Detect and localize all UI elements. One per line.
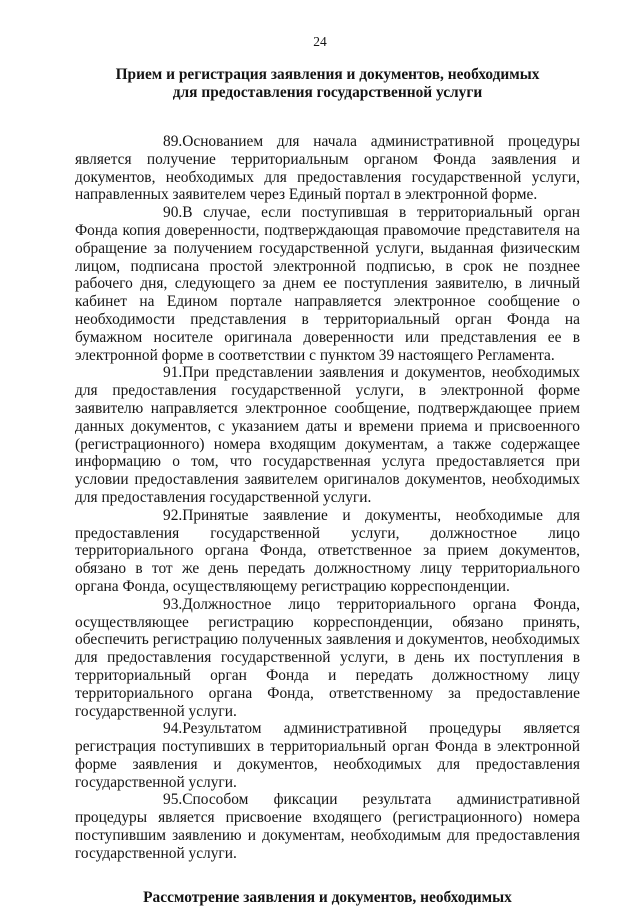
paragraph-number: 92. [163, 506, 183, 524]
paragraph-93 [75, 596, 580, 721]
paragraph-number: 90. [163, 204, 183, 222]
next-section-heading: Рассмотрение заявления и документов, необходимых [143, 888, 512, 906]
page-number: 24 [313, 34, 327, 49]
paragraph-91 [75, 364, 580, 506]
paragraph-92 [75, 507, 580, 596]
paragraph-89 [75, 133, 580, 204]
paragraph-94 [75, 720, 580, 791]
paragraph-text: Должностное лицо территориального органа Фонда, осуществляющее регистрацию корреспонденции, обязано принять, обеспечить регистрацию полученных заявления и документов, необходимых для предоставления государственной услуги, в день их поступления в территориальный орган Фонда и передать должностному лицу территориального органа Фонда, ответственному за предоставление государственной услуги. [75, 595, 580, 720]
paragraph-95 [75, 791, 580, 862]
paragraph-text: В случае, если поступившая в территориальный орган Фонда копия доверенности, подтверждающая правомочие представителя на обращение за получением государственной услуги, выданная физическим лицом, подписана простой электронной подписью, в срок не позднее рабочего дня, следующего за днем ее поступления заявителю, в личный кабинет на Едином портале направляется электронное сообщение о необходимости представления в территориальный орган Фонда на бумажном носителе оригинала доверенности или представления ее в электронной форме в соответствии с пунктом 39 настоящего Регламента. [75, 204, 580, 364]
paragraph-number: 91. [163, 364, 183, 382]
paragraph-text: Способом фиксации результата административной процедуры является присвоение входящего (регистрационного) номера поступившим заявлению и документам, необходимым для предоставления государственной услуги. [75, 791, 580, 862]
paragraph-text: При представлении заявления и документов, необходимых для предоставления государственной услуги, в электронной форме заявителю направляется электронное сообщение, подтверждающее прием данных документов, с указанием даты и времени приема и присвоенного (регистрационного) номера входящим документам, а также содержащее информацию о том, что государственная услуга предоставляется при условии предоставления заявителем оригиналов документов, необходимых для предоставления государственной услуги. [75, 364, 580, 506]
paragraph-number: 93. [163, 595, 183, 613]
paragraph-number: 89. [163, 133, 183, 150]
paragraph-text: Основанием для начала административной процедуры является получение территориальным органом Фонда заявления и документов, необходимых для предоставления государственной услуги, направленных заявителем через Единый портал в электронной форме. [75, 133, 580, 204]
paragraph-text: Результатом административной процедуры является регистрация поступивших в территориальный орган Фонда в электронной форме заявления и документов, необходимых для предоставления государственной услуги. [75, 720, 580, 791]
section-heading [75, 66, 580, 102]
section-heading-line-2: для предоставления государственной услуги [172, 84, 483, 101]
page-content [75, 66, 580, 907]
paragraph-90 [75, 204, 580, 364]
paragraph-number: 94. [163, 720, 183, 738]
section-heading-line-1: Прием и регистрация заявления и документов, необходимых [115, 66, 540, 83]
paragraph-number: 95. [163, 791, 183, 809]
paragraph-text: Принятые заявление и документы, необходимые для предоставления государственной услуги, должностное лицо территориального органа Фонда, ответственное за прием документов, обязано в тот же день передать должностному лицу территориального органа Фонда, осуществляющему регистрацию корреспонденции. [75, 506, 580, 595]
